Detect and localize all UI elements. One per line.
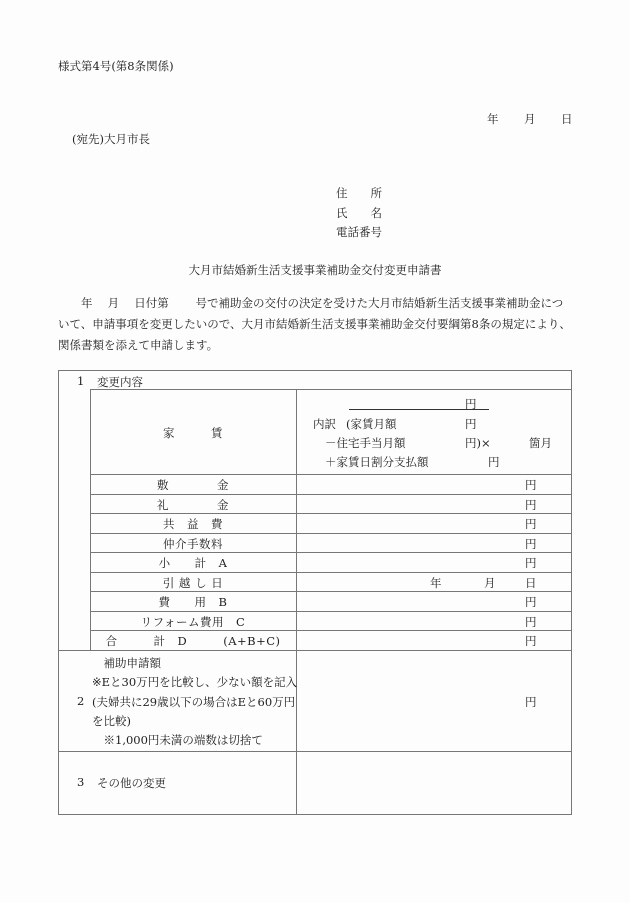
housing-allowance-label: －住宅手当月額	[325, 436, 406, 450]
table-border-top	[58, 370, 572, 371]
key-money-unit: 円	[525, 498, 537, 512]
body-line-2: いて、申請事項を変更したいので、大月市結婚新生活支援事業補助金交付要綱第8条の規定により、	[58, 317, 571, 331]
brokerage-fee-unit: 円	[525, 537, 537, 551]
daily-rent-unit: 円	[488, 455, 500, 469]
housing-allowance-unit: 円)×	[465, 436, 491, 450]
total-d-label: 合 計 D (A+B+C)	[105, 634, 281, 648]
reform-cost-c-label: リフォーム費用 C	[140, 615, 246, 629]
date-day-label: 日	[561, 112, 573, 126]
section3-number: 3	[77, 775, 85, 789]
phone-label: 電話番号	[336, 225, 382, 239]
section2-line-3: (夫婦共に29歳以下の場合はEと60万円	[92, 695, 296, 709]
key-money-label: 礼 金	[157, 498, 229, 512]
section3-label: その他の変更	[97, 776, 166, 790]
breakdown-label: 内訳	[313, 417, 336, 431]
form-number: 様式第4号(第8条関係)	[58, 59, 174, 73]
monthly-rent-unit: 円	[465, 417, 477, 431]
section2-line-1: 補助申請額	[92, 656, 161, 670]
common-fee-label: 共 益 費	[163, 517, 223, 531]
table-border-right	[571, 370, 572, 815]
date-year-label: 年	[487, 112, 499, 126]
section2-number: 2	[77, 694, 85, 708]
name-label: 氏 名	[336, 206, 382, 220]
row-divider	[90, 494, 572, 495]
row-divider	[90, 572, 572, 573]
section2-line-2: ※Eと30万円を比較し、少ない額を記入	[92, 675, 298, 689]
row-divider	[90, 630, 572, 631]
section2-divider	[58, 650, 572, 651]
moving-date-day: 日	[525, 576, 537, 590]
row-divider	[90, 474, 572, 475]
section1-header-divider	[90, 389, 572, 390]
moving-date-year: 年	[430, 576, 442, 590]
table-border-bottom	[58, 814, 572, 815]
rent-total-unit: 円	[465, 397, 477, 411]
subtotal-a-unit: 円	[525, 556, 537, 570]
section3-divider	[58, 751, 572, 752]
row-divider	[90, 552, 572, 553]
cost-b-label: 費 用 B	[158, 595, 228, 609]
total-d-unit: 円	[525, 634, 537, 648]
date-month-label: 月	[524, 112, 536, 126]
body-line-1: 年 月 日付第 号で補助金の交付の決定を受けた大月市結婚新生活支援事業補助金につ	[58, 296, 564, 310]
moving-date-month: 月	[484, 576, 496, 590]
row-divider	[90, 611, 572, 612]
subtotal-a-label: 小 計 A	[158, 556, 228, 570]
deposit-unit: 円	[525, 478, 537, 492]
deposit-label: 敷 金	[157, 478, 229, 492]
row-divider	[90, 533, 572, 534]
reform-cost-c-unit: 円	[525, 615, 537, 629]
table-border-left	[58, 370, 59, 815]
section2-line-5: ※1,000円未満の端数は切捨て	[92, 733, 263, 747]
rent-label: 家 賃	[163, 426, 223, 440]
months-unit: 箇月	[529, 436, 552, 450]
moving-date-label: 引 越 し 日	[162, 576, 224, 590]
row-divider	[90, 591, 572, 592]
addressee: (宛先)大月市長	[72, 132, 150, 146]
body-line-3: 関係書類を添えて申請します。	[58, 338, 219, 352]
common-fee-unit: 円	[525, 517, 537, 531]
monthly-rent-label: (家賃月額	[346, 417, 397, 431]
subsidy-amount-unit: 円	[525, 695, 537, 709]
row-divider	[90, 513, 572, 514]
address-label: 住 所	[336, 186, 382, 200]
daily-rent-label: ＋家賃日割分支払額	[325, 455, 429, 469]
section1-label: 変更内容	[97, 375, 143, 389]
cost-b-unit: 円	[525, 595, 537, 609]
document-title: 大月市結婚新生活支援事業補助金交付変更申請書	[188, 263, 442, 277]
section2-line-4: を比較)	[92, 714, 131, 728]
brokerage-fee-label: 仲介手数料	[163, 537, 223, 551]
section1-number: 1	[77, 374, 85, 388]
